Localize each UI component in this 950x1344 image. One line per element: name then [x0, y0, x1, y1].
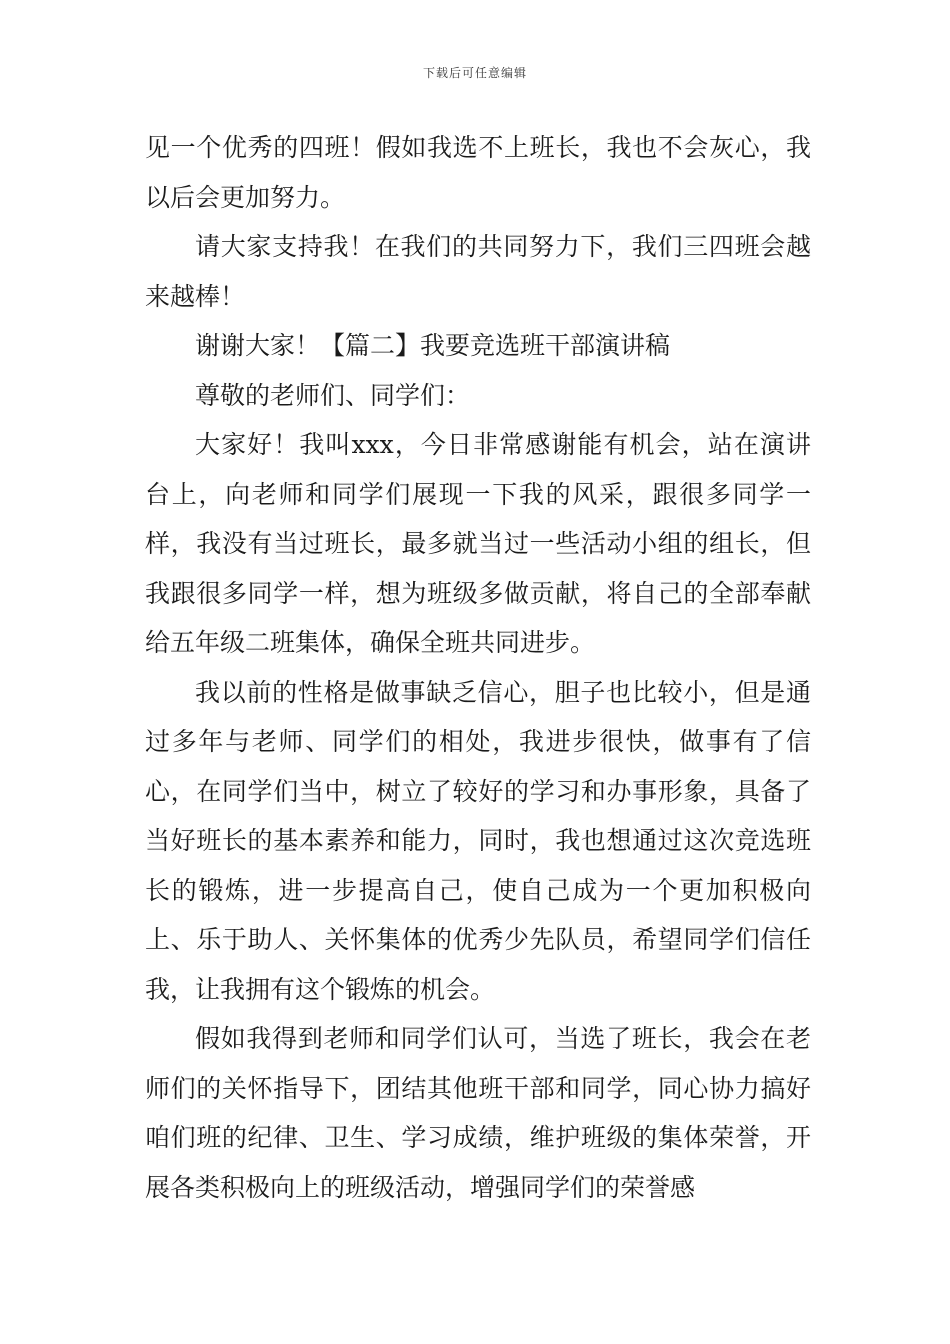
- paragraph-6: 我以前的性格是做事缺乏信心，胆子也比较小，但是通过多年与老师、同学们的相处，我进步很快，做事有了信心，在同学们当中，树立了较好的学习和办事形象，具备了当好班长的基本素养和能力，同时，我也想通过这次竞选班长的锻炼，进一步提高自己，使自己成为一个更加积极向上、乐于助人、关怀集体的优秀少先队员，希望同学们信任我，让我拥有这个锻炼的机会。: [145, 677, 811, 1004]
- paragraph-5: 大家好！我叫xxx，今日非常感谢能有机会，站在演讲台上，向老师和同学们展现一下我的风采，跟很多同学一样，我没有当过班长，最多就当过一些活动小组的组长，但我跟很多同学一样，想为班级多做贡献，将自己的全部奉献给五年级二班集体，确保全班共同进步。: [145, 430, 811, 657]
- paragraph-3: 谢谢大家！【篇二】我要竞选班干部演讲稿: [195, 331, 671, 360]
- paragraph-2: 请大家支持我！在我们的共同努力下，我们三四班会越来越棒！: [145, 232, 811, 311]
- paragraph-7: 假如我得到老师和同学们认可，当选了班长，我会在老师们的关怀指导下，团结其他班干部和同学，同心协力搞好咱们班的纪律、卫生、学习成绩，维护班级的集体荣誉，开展各类积极向上的班级活动，增强同学们的荣誉感: [145, 1024, 811, 1202]
- paragraph-1: 见一个优秀的四班！假如我选不上班长，我也不会灰心，我以后会更加努力。: [145, 133, 811, 212]
- page-header: 下载后可任意编辑: [422, 66, 527, 80]
- paragraph-4: 尊敬的老师们、同学们：: [195, 380, 471, 410]
- document-body: [145, 123, 811, 1212]
